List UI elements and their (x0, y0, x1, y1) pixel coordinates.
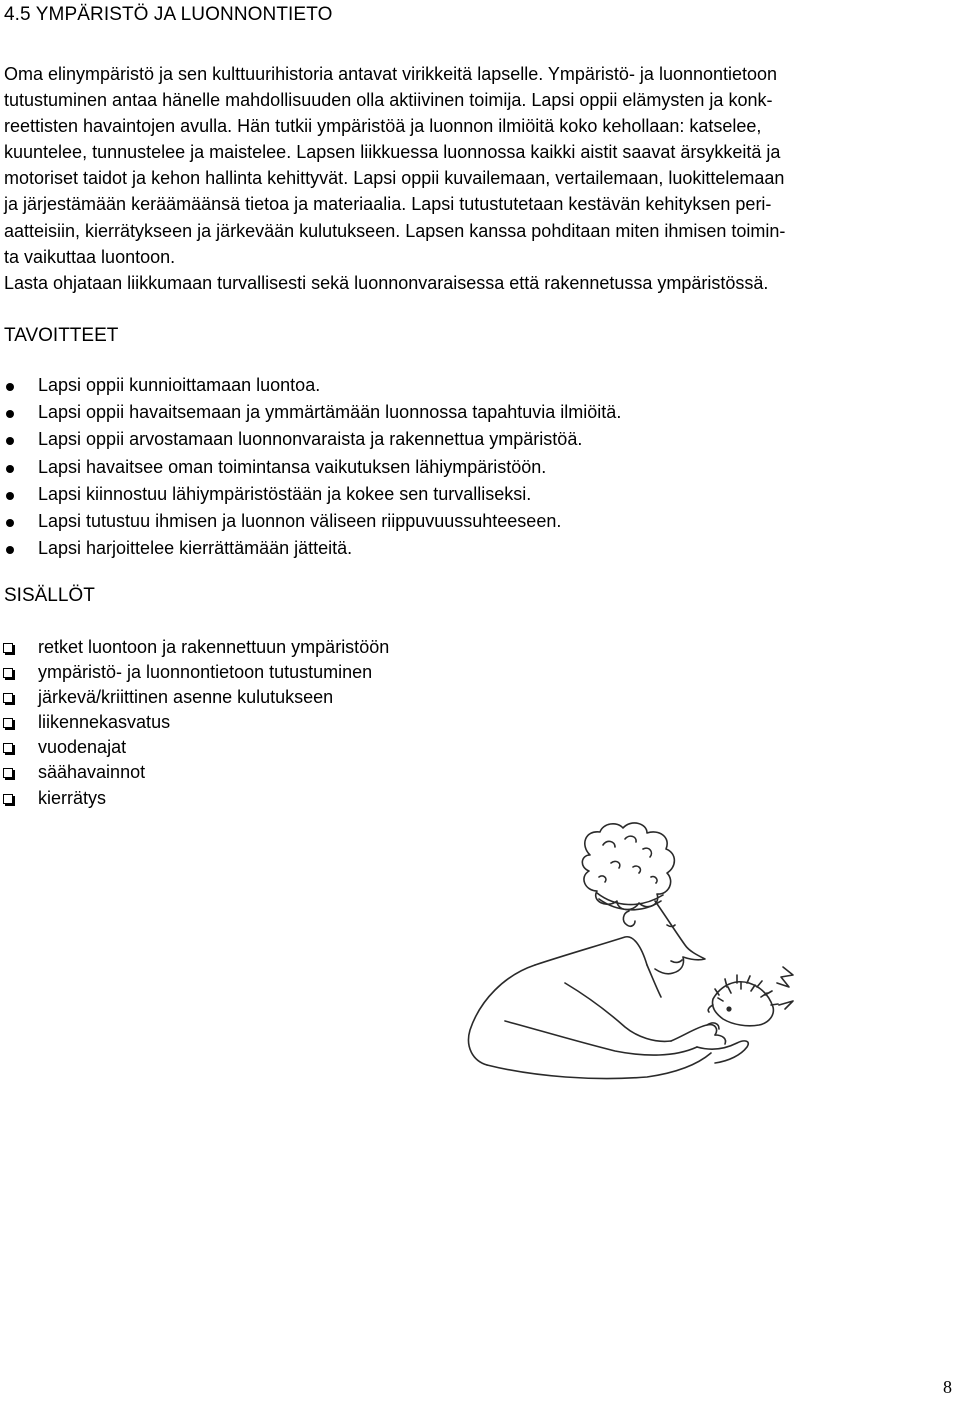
contents-heading: SISÄLLÖT (4, 585, 95, 606)
goal-item (0, 481, 621, 508)
goal-text: Lapsi harjoittelee kierrättämään jätteitä. (38, 538, 353, 559)
checkbox-icon (3, 794, 13, 804)
goal-text: Lapsi oppii kunnioittamaan luontoa. (38, 375, 321, 395)
intro-line: ta vaikuttaa luontoon. (4, 246, 176, 267)
intro-line: Oma elinympäristö ja sen kulttuurihistoria antavat virikkeitä lapselle. Ympäristö- ja luonnontietoon (4, 64, 778, 84)
goals-list (0, 372, 621, 562)
intro-line: reettisten havaintojen avulla. Hän tutkii ympäristöä ja luonnon ilmiöitä koko kehollaan: katselee, (4, 116, 762, 137)
goal-item (0, 454, 621, 481)
bullet-icon (6, 546, 14, 554)
intro-line: aatteisiin, kierrätykseen ja järkevään kulutukseen. Lapsen kanssa pohditaan miten ihmisen toimin- (4, 220, 786, 241)
child-holding-hedgehog-illustration (385, 815, 805, 1125)
content-text: ympäristö- ja luonnontietoon tutustuminen (38, 662, 373, 683)
content-text: liikennekasvatus (38, 712, 171, 733)
checkbox-icon (3, 743, 13, 753)
goal-item (0, 372, 621, 399)
goal-item (0, 535, 621, 562)
bullet-icon (6, 465, 14, 473)
intro-line: Lasta ohjataan liikkumaan turvallisesti sekä luonnonvaraisessa että rakennetussa ympäristössä. (4, 272, 769, 293)
goal-text: Lapsi oppii arvostamaan luonnonvaraista ja rakennettua ympäristöä. (38, 429, 583, 450)
content-item (0, 635, 389, 660)
goal-text: Lapsi tutustuu ihmisen ja luonnon väliseen riippuvuussuhteeseen. (38, 510, 562, 531)
content-text: kierrätys (38, 787, 107, 808)
checkbox-icon (3, 768, 13, 778)
checkbox-icon (3, 643, 13, 653)
bullet-icon (6, 492, 14, 500)
goal-item (0, 426, 621, 453)
bullet-icon (6, 410, 14, 418)
content-item (0, 685, 389, 710)
goal-text: Lapsi oppii havaitsemaan ja ymmärtämään luonnossa tapahtuvia ilmiöitä. (38, 402, 622, 423)
intro-line: tutustuminen antaa hänelle mahdollisuuden olla aktiivinen toimija. Lapsi oppii elämysten ja konk- (4, 90, 773, 111)
bullet-icon (6, 437, 14, 445)
content-text: vuodenajat (38, 737, 127, 758)
page-number: 8 (943, 1377, 952, 1397)
goal-text: Lapsi kiinnostuu lähiympäristöstään ja kokee sen turvalliseksi. (38, 483, 532, 504)
bullet-icon (6, 519, 14, 527)
content-item (0, 760, 389, 785)
checkbox-icon (3, 693, 13, 703)
intro-line: motoriset taidot ja kehon hallinta kehittyvät. Lapsi oppii kuvailemaan, vertailemaan, luokittelemaan (4, 168, 785, 189)
content-item (0, 710, 389, 735)
content-item (0, 735, 389, 760)
content-text: säähavainnot (38, 762, 146, 783)
contents-list (0, 635, 389, 811)
goal-item (0, 508, 621, 535)
content-text: retket luontoon ja rakennettuun ympäristöön (38, 637, 390, 657)
content-item (0, 786, 389, 811)
section-title: 4.5 YMPÄRISTÖ JA LUONNONTIETO (4, 4, 333, 25)
goal-item (0, 399, 621, 426)
content-text: järkevä/kriittinen asenne kulutukseen (38, 687, 334, 708)
goal-text: Lapsi havaitsee oman toimintansa vaikutuksen lähiympäristöön. (38, 456, 547, 477)
checkbox-icon (3, 668, 13, 678)
content-item (0, 660, 389, 685)
bullet-icon (6, 383, 14, 391)
intro-line: kuuntelee, tunnustelee ja maistelee. Lapsen liikkuessa luonnossa kaikki aistit saavat ärsykkeitä ja (4, 142, 781, 163)
intro-paragraph (4, 61, 952, 296)
checkbox-icon (3, 718, 13, 728)
intro-line: ja järjestämään keräämäänsä tietoa ja materiaalia. Lapsi tutustutetaan kestävän kehityksen peri- (4, 194, 772, 215)
goals-heading: TAVOITTEET (4, 325, 119, 346)
